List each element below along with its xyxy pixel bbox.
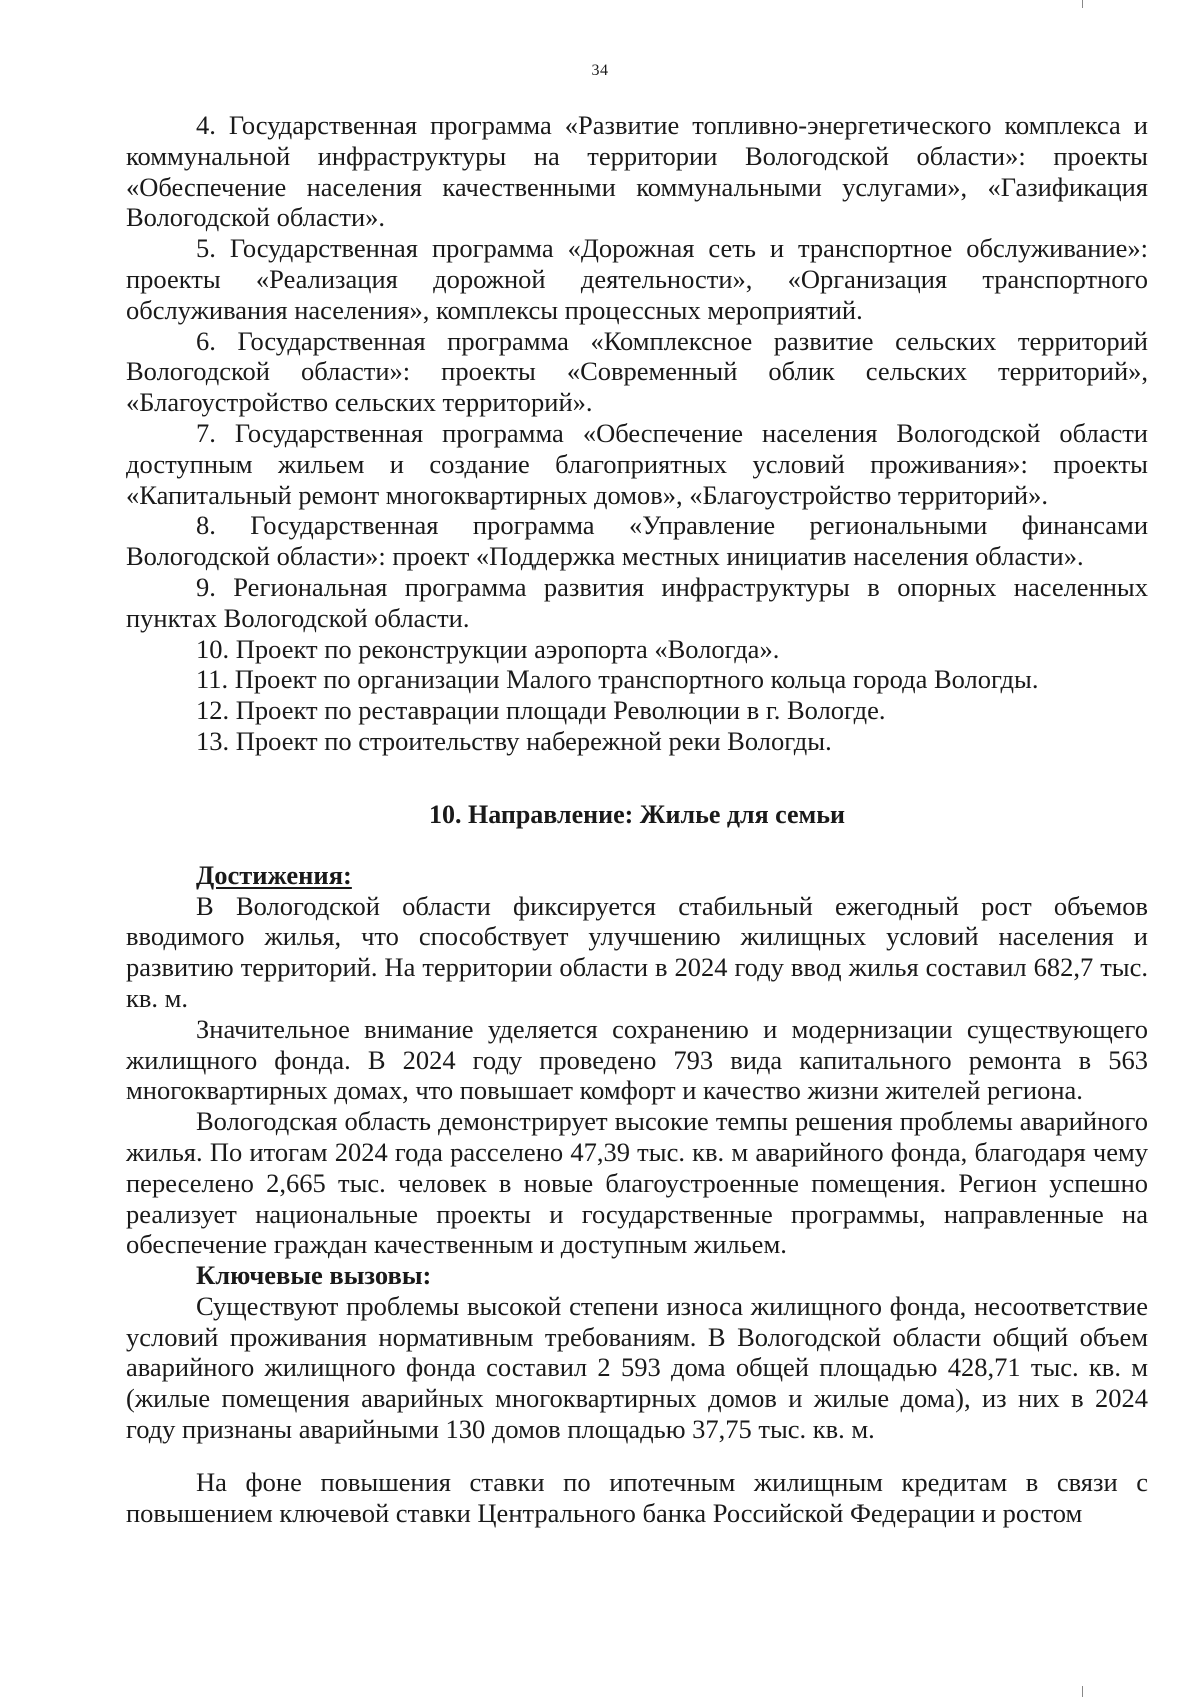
program-item-9: 9. Региональная программа развития инфраструктуры в опорных населенных пунктах Вологодской области. [126, 571, 1148, 633]
program-item-5: 5. Государственная программа «Дорожная сеть и транспортное обслуживание»: проекты «Реализация дорожной деятельности», «Организация транспортного обслуживания населения», комплексы процессных мероприятий. [126, 233, 1148, 325]
challenges-paragraph-1: Существуют проблемы высокой степени износа жилищного фонда, несоответствие условий проживания нормативным требованиям. В Вологодской области общий объем аварийного жилищного фонда составил 2 593 дома общей площадью 428,71 тыс. кв. м (жилые помещения аварийных многоквартирных домов и жилые дома), из них в 2024 году признаны аварийными 130 домов площадью 37,75 тыс. кв. м. [126, 1290, 1148, 1445]
program-item-8: 8. Государственная программа «Управление региональными финансами Вологодской области»: проект «Поддержка местных инициатив населения области». [126, 510, 1148, 572]
challenges-paragraph-2: На фоне повышения ставки по ипотечным жилищным кредитам в связи с повышением ключевой ставки Центрального банка Российской Федерации и ростом [126, 1466, 1148, 1528]
program-item-12: 12. Проект по реставрации площади Революции в г. Вологде. [196, 695, 886, 726]
program-item-11: 11. Проект по организации Малого транспортного кольца города Вологды. [196, 664, 1039, 695]
achievements-paragraph-2: Значительное внимание уделяется сохранению и модернизации существующего жилищного фонда. В 2024 году проведено 793 вида капитального ремонта в 563 многоквартирных домах, что повышает комфорт и качество жизни жителей региона. [126, 1013, 1148, 1106]
achievements-paragraph-3: Вологодская область демонстрирует высокие темпы решения проблемы аварийного жилья. По итогам 2024 года расселено 47,39 тыс. кв. м аварийного фонда, благодаря чему переселено 2,665 тыс. человек в новые благоустроенные помещения. Регион успешно реализует национальные проекты и государственные программы, направленные на обеспечение граждан качественным и доступным жильем. [126, 1106, 1148, 1260]
page-number: 34 [591, 62, 609, 79]
program-item-6: 6. Государственная программа «Комплексное развитие сельских территорий Вологодской области»: проекты «Современный облик сельских территорий», «Благоустройство сельских территорий». [126, 325, 1148, 418]
achievements-paragraph-1: В Вологодской области фиксируется стабильный ежегодный рост объемов вводимого жилья, что способствует улучшению жилищных условий населения и развитию территорий. На территории области в 2024 году ввод жилья составил 682,7 тыс. кв. м. [126, 890, 1148, 1013]
program-item-13: 13. Проект по строительству набережной реки Вологды. [196, 725, 832, 756]
achievements-heading: Достижения: [196, 859, 352, 890]
challenges-heading: Ключевые вызовы: [196, 1260, 432, 1291]
scan-edge-mark-top [1082, 0, 1083, 8]
program-item-10: 10. Проект по реконструкции аэропорта «Вологда». [196, 633, 780, 664]
document-body [126, 110, 1148, 1528]
program-item-7: 7. Государственная программа «Обеспечение населения Вологодской области доступным жильем и создание благоприятных условий проживания»: проекты «Капитальный ремонт многоквартирных домов», «Благоустройство территорий». [126, 417, 1148, 510]
paragraph-gap [126, 1445, 1148, 1467]
program-item-4: 4. Государственная программа «Развитие топливно-энергетического комплекса и коммунальной инфраструктуры на территории Вологодской области»: проекты «Обеспечение населения качественными коммунальными услугами», «Газификация Вологодской области». [126, 110, 1148, 233]
scan-edge-mark-bottom [1082, 1686, 1083, 1697]
section-title: 10. Направление: Жилье для семьи [428, 799, 845, 829]
